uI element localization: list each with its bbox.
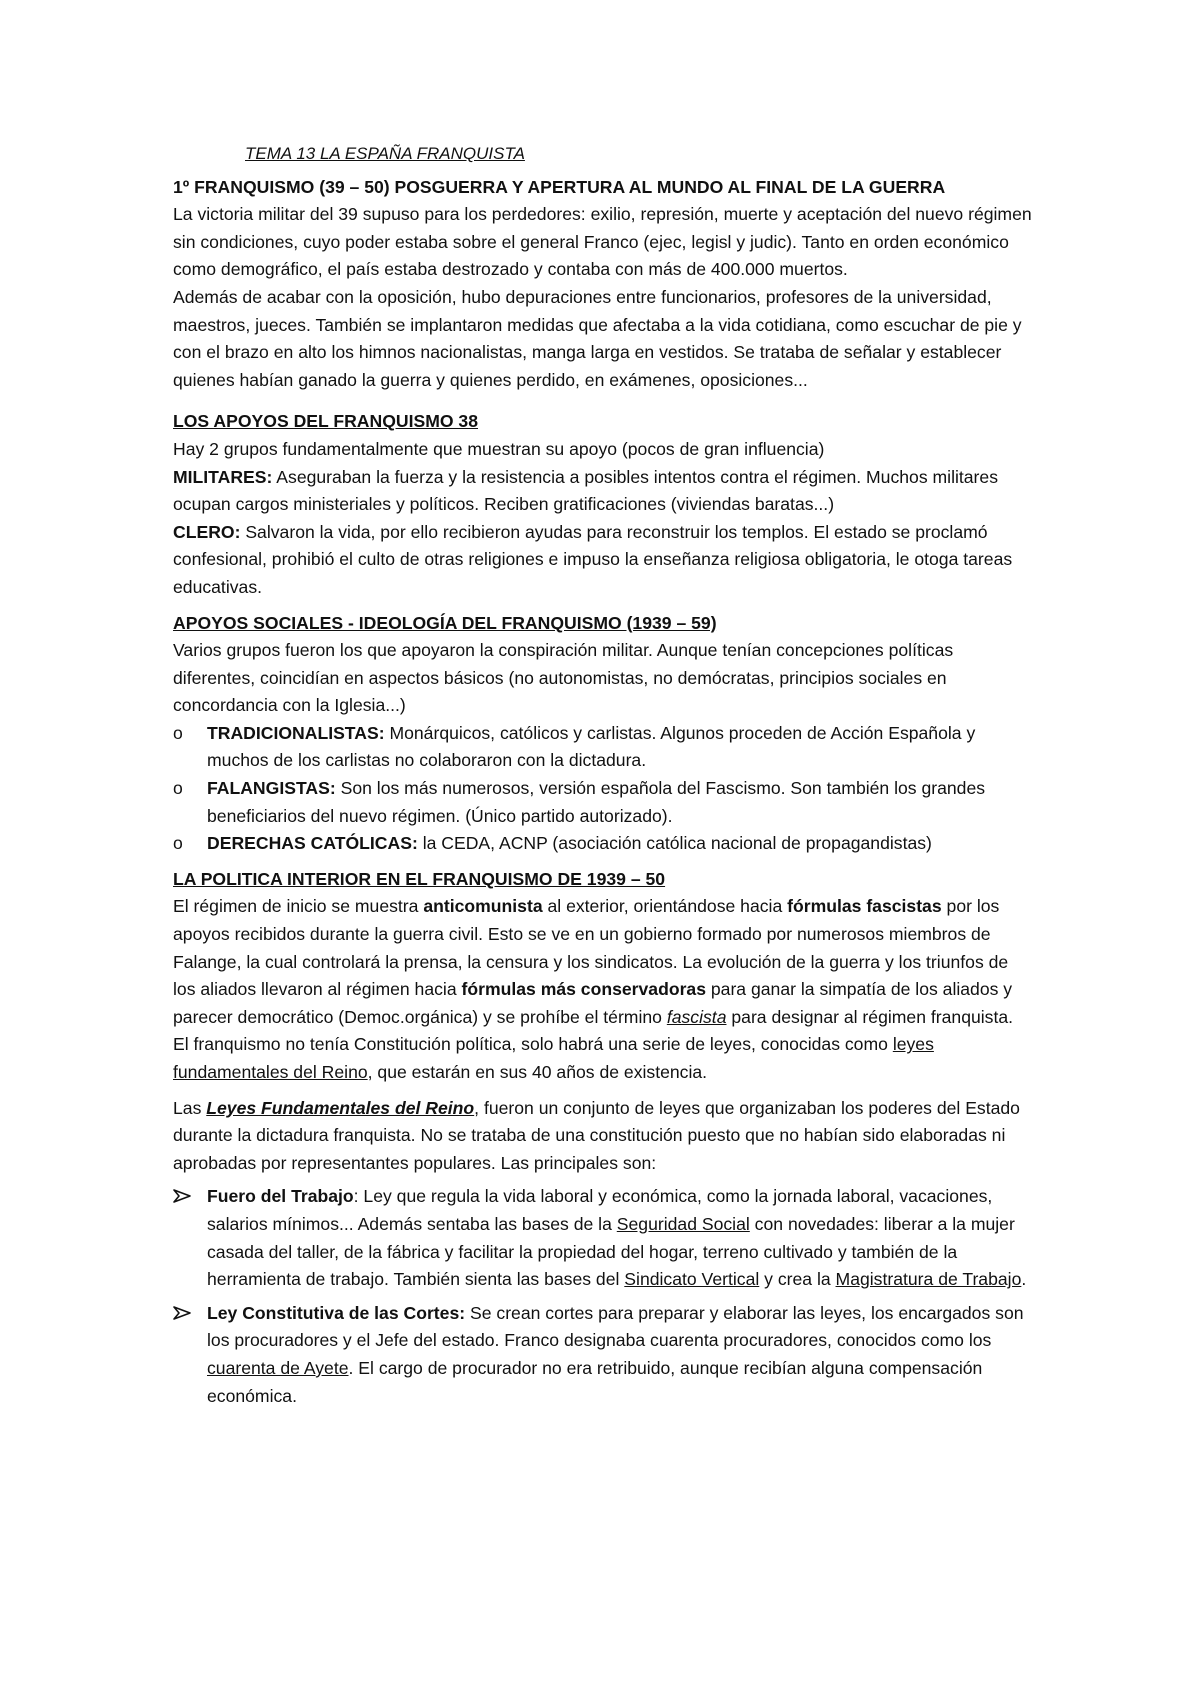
bullet-icon: o <box>173 778 183 799</box>
list-item: o TRADICIONALISTAS: Monárquicos, católicos y carlistas. Algunos proceden de Acción Española y muchos de los carlistas no colaboraron con la dictadura. <box>173 720 1033 775</box>
term-label: CLERO: <box>173 521 241 542</box>
section-heading-apoyos: LOS APOYOS DEL FRANQUISMO 38 <box>173 411 479 432</box>
arrow-bullet-icon <box>173 1189 191 1203</box>
list-item: o DERECHAS CATÓLICAS: la CEDA, ACNP (asociación católica nacional de propagandistas) <box>173 830 1033 858</box>
section-heading-politica-interior: LA POLITICA INTERIOR EN EL FRANQUISMO DE 1939 – 50 <box>173 868 666 889</box>
arrow-bullet-icon <box>173 1306 191 1320</box>
list-item-fuero-trabajo: Fuero del Trabajo: Ley que regula la vida laboral y económica, como la jornada laboral, vacaciones, salarios mínimos... Además sentaba las bases de la Seguridad Social con novedades: liberar a la mujer casada del taller, de la fábrica y facilitar la propiedad del hogar, terreno cultivado y también de la herramienta de trabajo. También sienta las bases del Sindicato Vertical y crea la Magistratura de Trabajo. <box>173 1183 1033 1293</box>
paragraph: La victoria militar del 39 supuso para los perdedores: exilio, represión, muerte y aceptación del nuevo régimen sin condiciones, cuyo poder estaba sobre el general Franco (ejec, legisl y judic). Tanto en orden económico como demográfico, el país estaba destrozado y contaba con más de 400.000 muertos. <box>173 204 1032 280</box>
document-page <box>173 140 1033 1410</box>
paragraph-leyes-fundamentales: Las Leyes Fundamentales del Reino, fueron un conjunto de leyes que organizaban los poderes del Estado durante la dictadura franquista. No se trataba de una constitución puesto que no habían sido elaboradas ni aprobadas por representantes populares. Las principales son: <box>173 1097 1020 1173</box>
paragraph: Varios grupos fueron los que apoyaron la conspiración militar. Aunque tenían concepciones políticas diferentes, coincidían en aspectos básicos (no autonomistas, no demócratas, principios sociales en concordancia con la Iglesia...) <box>173 640 954 716</box>
paragraph: El régimen de inicio se muestra anticomunista al exterior, orientándose hacia fórmulas fascistas por los apoyos recibidos durante la guerra civil. Esto se ve en un gobierno formado por numerosos miembros de Falange, la cual controlará la prensa, la censura y los sindicatos. La evolución de la guerra y los triunfos de los aliados llevaron al régimen hacia fórmulas más conservadoras para ganar la simpatía de los aliados y parecer democrático (Democ.orgánica) y se prohíbe el término fascista para designar al régimen franquista. <box>173 896 1014 1027</box>
list-item: o FALANGISTAS: Son los más numerosos, versión española del Fascismo. Son también los grandes beneficiarios del nuevo régimen. (Único partido autorizado). <box>173 775 1033 830</box>
bullet-icon: o <box>173 722 183 743</box>
paragraph: Hay 2 grupos fundamentalmente que muestran su apoyo (pocos de gran influencia) <box>173 438 825 459</box>
list-item-ley-cortes: Ley Constitutiva de las Cortes: Se crean cortes para preparar y elaborar las leyes, los encargados son los procuradores y el Jefe del estado. Franco designaba cuarenta procuradores, conocidos como los cuarenta de Ayete. El cargo de procurador no era retribuido, aunque recibían alguna compensación económica. <box>173 1300 1033 1410</box>
term-label: MILITARES: <box>173 466 273 487</box>
paragraph-militares: MILITARES: Aseguraban la fuerza y la resistencia a posibles intentos contra el régimen. Muchos militares ocupan cargos ministeriales y políticos. Reciben gratificaciones (viviendas baratas...) <box>173 466 998 515</box>
paragraph: El franquismo no tenía Constitución política, solo habrá una serie de leyes, conocidas como leyes fundamentales del Reino, que estarán en sus 40 años de existencia. <box>173 1034 934 1082</box>
paragraph-clero: CLERO: Salvaron la vida, por ello recibieron ayudas para reconstruir los templos. El estado se proclamó confesional, prohibió el culto de otras religiones e impuso la enseñanza religiosa obligatoria, le otoga tareas educativas. <box>173 521 1013 597</box>
section-heading-apoyos-sociales: APOYOS SOCIALES - IDEOLOGÍA DEL FRANQUISMO (1939 – 59) <box>173 612 717 633</box>
bullet-icon: o <box>173 833 183 854</box>
document-title: TEMA 13 LA ESPAÑA FRANQUISTA <box>245 144 525 163</box>
section-heading-primer-franquismo: 1º FRANQUISMO (39 – 50) POSGUERRA Y APERTURA AL MUNDO AL FINAL DE LA GUERRA <box>173 176 946 197</box>
paragraph: Además de acabar con la oposición, hubo depuraciones entre funcionarios, profesores de la universidad, maestros, jueces. También se implantaron medidas que afectaba a la vida cotidiana, como escuchar de pie y con el brazo en alto los himnos nacionalistas, manga larga en vestidos. Se trataba de señalar y establecer quienes habían ganado la guerra y quienes perdido, en exámenes, oposiciones... <box>173 286 1022 390</box>
